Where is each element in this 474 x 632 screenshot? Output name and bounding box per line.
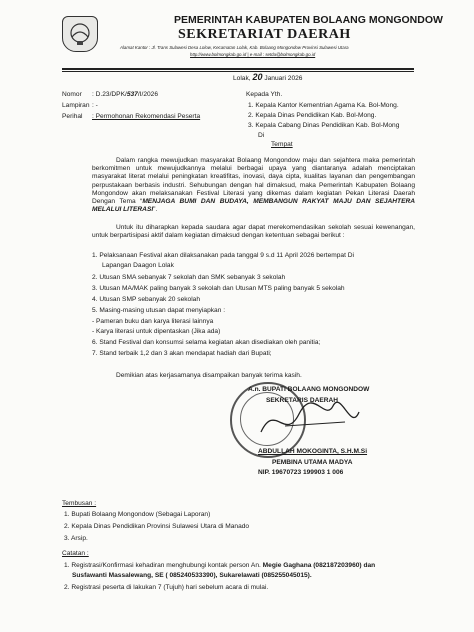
nomor-suffix: /I/2026 — [137, 91, 159, 98]
office-web-email: http://www.bolmongkab.go.id | e-mail : setda@bolmongkab.go.id — [190, 52, 316, 57]
catatan-title: Catatan : — [62, 550, 89, 557]
list-item-5: 5. Masing-masing utusan dapat menyiapkan : — [92, 307, 226, 314]
office-address: Alamat Kantor : Jl. Trans Sulawesi Desa Lolow, Kecamatan Lolak, Kab. Bolaang Mongondow Provinsi Sulawesi Utara — [120, 45, 349, 50]
recipient-item-2: 2. Kepala Dinas Pendidikan Kab. Bol-Mong. — [248, 112, 377, 119]
catatan-note-2: 2. Registrasi peserta di lakukan 7 (Tujuh) hari sebelum acara di mulai. — [64, 584, 269, 591]
nomor-value — [92, 91, 158, 99]
recipient-item-3: 3. Kepala Cabang Dinas Pendidikan Kab. Bol-Mong — [248, 122, 400, 129]
list-item-5-sub-2: - Karya literasi untuk dipentaskan (Jika ada) — [92, 328, 221, 335]
recipient-item-1: 1. Kepala Kantor Kementrian Agama Ka. Bol-Mong. — [248, 102, 399, 109]
catatan-contact-2: Susfawanti Massalewang, SE ( 085240533390), Sukarelawati (085255045015). — [72, 572, 312, 579]
list-item-1-cont: Lapangan Daagon Lolak — [102, 262, 174, 269]
tembusan-title: Tembusan : — [62, 500, 97, 507]
government-name: PEMERINTAH KABUPATEN BOLAANG MONGONDOW — [174, 14, 443, 26]
signature-line-2: SEKRETARIS DAERAH — [266, 397, 339, 404]
catatan-note-1 — [64, 562, 375, 570]
list-item-4: 4. Utusan SMP sebanyak 20 sekolah — [92, 296, 201, 303]
letterhead-rule — [62, 68, 414, 70]
regency-seal-icon — [62, 16, 98, 52]
perihal-label: Perihal — [62, 113, 83, 120]
place-date — [233, 73, 302, 83]
catatan-note-1-text: 1. Registrasi/Konfirmasi kehadiran menghubungi kontak person An. — [64, 562, 261, 569]
letterhead-rule-thin — [62, 71, 414, 72]
signatory-nip: NIP. 19670723 199903 1 006 — [258, 469, 344, 476]
list-item-5-sub-1: - Pameran buku dan karya literasi lainnya — [92, 318, 214, 325]
date-place: Lolak, — [233, 75, 251, 82]
catatan-contact-1: Megie Gaghana (082187203960) dan — [262, 562, 376, 569]
list-item-2: 2. Utusan SMA sebanyak 7 sekolah dan SMK sebanyak 3 sekolah — [92, 274, 286, 281]
nomor-label: Nomor — [62, 91, 82, 98]
signatory-rank: PEMBINA UTAMA MADYA — [272, 459, 353, 466]
signature-line-1: A.n. BUPATI BOLAANG MONGONDOW — [248, 386, 370, 393]
nomor-prefix: : D.23/DPK/ — [92, 91, 127, 98]
paragraph-1-end: ”. — [153, 206, 158, 214]
body-paragraph-2: Untuk itu diharapkan kepada saudara agar dapat merekomendasikan sekolah sesuai kewenangan, untuk berpartisipasi aktif dalam kegiatan dimaksud dengan ketentuan sebagai berikut : — [92, 224, 415, 240]
body-paragraph-1 — [92, 157, 415, 214]
recipient-salutation: Kepada Yth. — [246, 91, 283, 98]
signatory-name: ABDULLAH MOKOGINTA, S.H.M.Si — [258, 448, 368, 455]
date-month-year: Januari 2026 — [264, 75, 303, 82]
tembusan-item-3: 3. Arsip. — [64, 535, 88, 542]
closing-sentence: Demikian atas kerjasamanya disampaikan banyak terima kasih. — [116, 372, 302, 379]
recipient-di: Di — [258, 132, 265, 139]
list-item-1: 1. Pelaksanaan Festival akan dilaksanakan pada tanggal 9 s.d 11 April 2026 bertempat Di — [92, 252, 354, 259]
date-day-handwritten: 20 — [252, 72, 263, 82]
lampiran-label: Lampiran — [62, 102, 90, 109]
paragraph-1-text: Dalam rangka mewujudkan masyarakat Bolaang Mongondow maju dan sejahtera maka pemerintah berkomitmen untuk mewujudkannya melalui berbagai upaya yang diantaranya adalah menciptakan masyarakat literat melalui peningkatan kreatifitas, inovasi, daya cipta, kualitas layanan dan pengembangan perpustakaan berbasis industri. Sehubungan dengan hal dimaksud, maka Pemerintah Kabupaten Bolaang Mongondow akan melaksanakan Festival Literasi yang dikemas dalam kegiatan Pekan Literasi Daerah Dengan Tema “ — [92, 157, 415, 206]
nomor-handwritten: 537 — [126, 91, 138, 98]
list-item-7: 7. Stand terbaik 1,2 dan 3 akan mendapat hadiah dari Bupati; — [92, 350, 272, 357]
lampiran-value: : - — [92, 102, 98, 109]
perihal-value: : Permohonan Rekomendasi Peserta — [92, 113, 201, 120]
office-name: SEKRETARIAT DAERAH — [178, 27, 351, 42]
list-item-6: 6. Stand Festival dan konsumsi selama kegiatan akan disediakan oleh panitia; — [92, 339, 321, 346]
recipient-tempat: Tempat — [271, 141, 293, 148]
festival-theme: MENJAGA BUMI DAN BUDAYA, MEMBANGUN RAKYAT MAJU DAN SEJAHTERA MELALUI LITERASI — [92, 198, 415, 214]
list-item-3: 3. Utusan MA/MAK paling banyak 3 sekolah dan Utusan MTS paling banyak 5 sekolah — [92, 285, 345, 292]
tembusan-item-2: 2. Kepala Dinas Pendidikan Provinsi Sulawesi Utara di Manado — [64, 523, 250, 530]
tembusan-item-1: 1. Bupati Bolaang Mongondow (Sebagai Laporan) — [64, 511, 211, 518]
